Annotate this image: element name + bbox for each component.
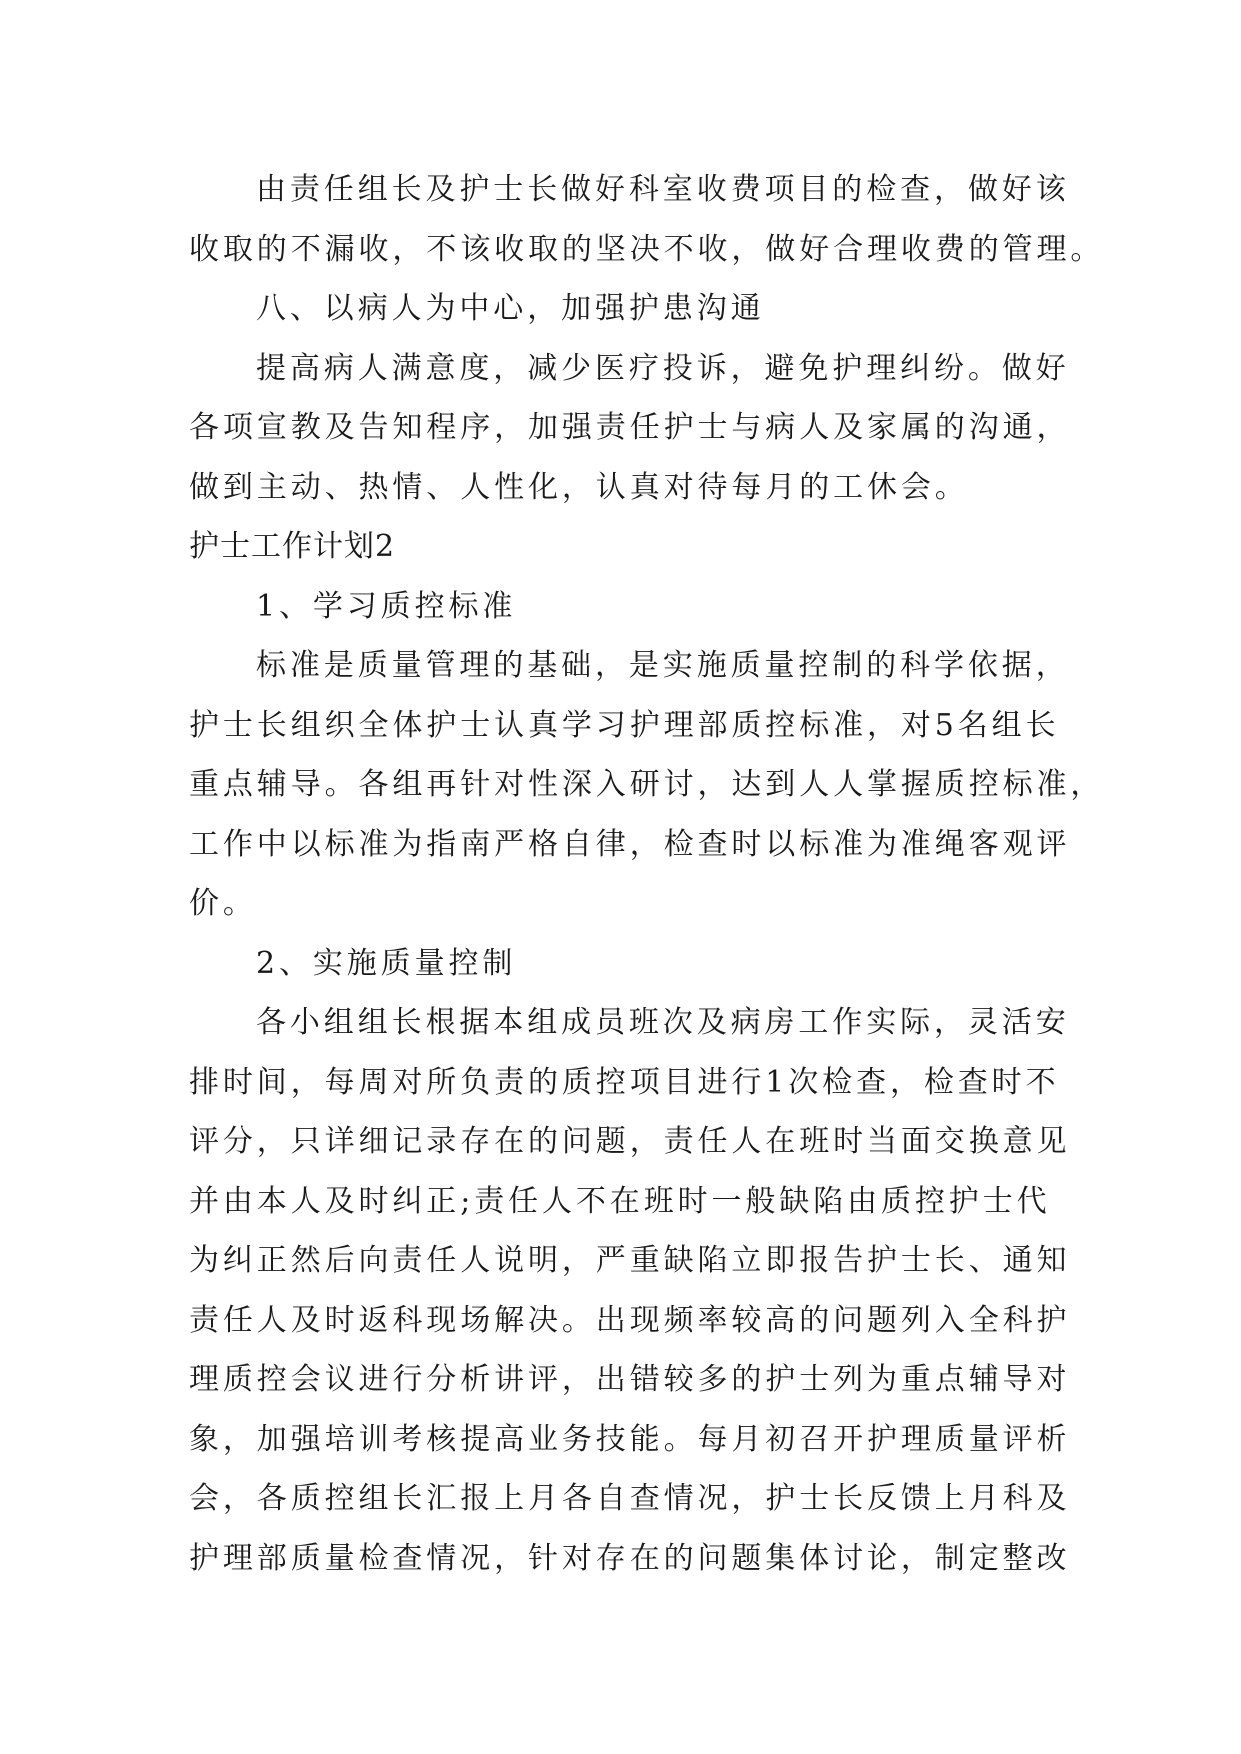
text-line: 护士长组织全体护士认真学习护理部质控标准，对5名组长 <box>189 707 1060 743</box>
text-line: 评分，只详细记录存在的问题，责任人在班时当面交换意见 <box>189 1124 1071 1159</box>
text-line: 责任人及时返科现场解决。出现频率较高的问题列入全科护 <box>189 1302 1071 1338</box>
text-line: 价。 <box>189 886 257 921</box>
text-line: 为纠正然后向责任人说明，严重缺陷立即报告护士长、通知 <box>189 1243 1071 1278</box>
text-line: 提高病人满意度，减少医疗投诉，避免护理纠纷。做好 <box>256 350 1070 386</box>
text-line: 各项宣教及告知程序，加强责任护士与病人及家属的沟通， <box>189 410 1071 445</box>
document-body <box>189 160 1105 1588</box>
text-line: 护理部质量检查情况，针对存在的问题集体讨论，制定整改 <box>189 1540 1071 1576</box>
text-line: 理质控会议进行分析讲评，出错较多的护士列为重点辅导对 <box>189 1362 1071 1397</box>
text-line: 会，各质控组长汇报上月各自查情况，护士长反馈上月科及 <box>189 1481 1071 1516</box>
text-line: 并由本人及时纠正;责任人不在班时一般缺陷由质控护士代 <box>189 1183 1051 1219</box>
text-line: 由责任组长及护士长做好科室收费项目的检查，做好该 <box>256 172 1070 207</box>
text-line: 做到主动、热情、人性化，认真对待每月的工休会。 <box>189 469 969 505</box>
text-line: 收取的不漏收，不该收取的坚决不收，做好合理收费的管理。 <box>189 231 1105 267</box>
text-line: 标准是质量管理的基础，是实施质量控制的科学依据， <box>256 648 1070 683</box>
text-line: 各小组组长根据本组成员班次及病房工作实际，灵活安 <box>256 1005 1070 1040</box>
section-heading: 2、实施质量控制 <box>256 945 517 981</box>
section-heading: 八、以病人为中心，加强护患沟通 <box>256 291 765 326</box>
text-line: 象，加强培训考核提高业务技能。每月初召开护理质量评析 <box>189 1421 1071 1457</box>
text-line: 重点辅导。各组再针对性深入研讨，达到人人掌握质控标准， <box>189 767 1105 802</box>
section-heading: 1、学习质控标准 <box>256 588 517 624</box>
text-line: 工作中以标准为指南严格自律，检查时以标准为准绳客观评 <box>189 826 1071 862</box>
text-line: 排时间，每周对所负责的质控项目进行1次检查，检查时不 <box>189 1064 1060 1100</box>
plan-title: 护士工作计划2 <box>189 529 396 564</box>
